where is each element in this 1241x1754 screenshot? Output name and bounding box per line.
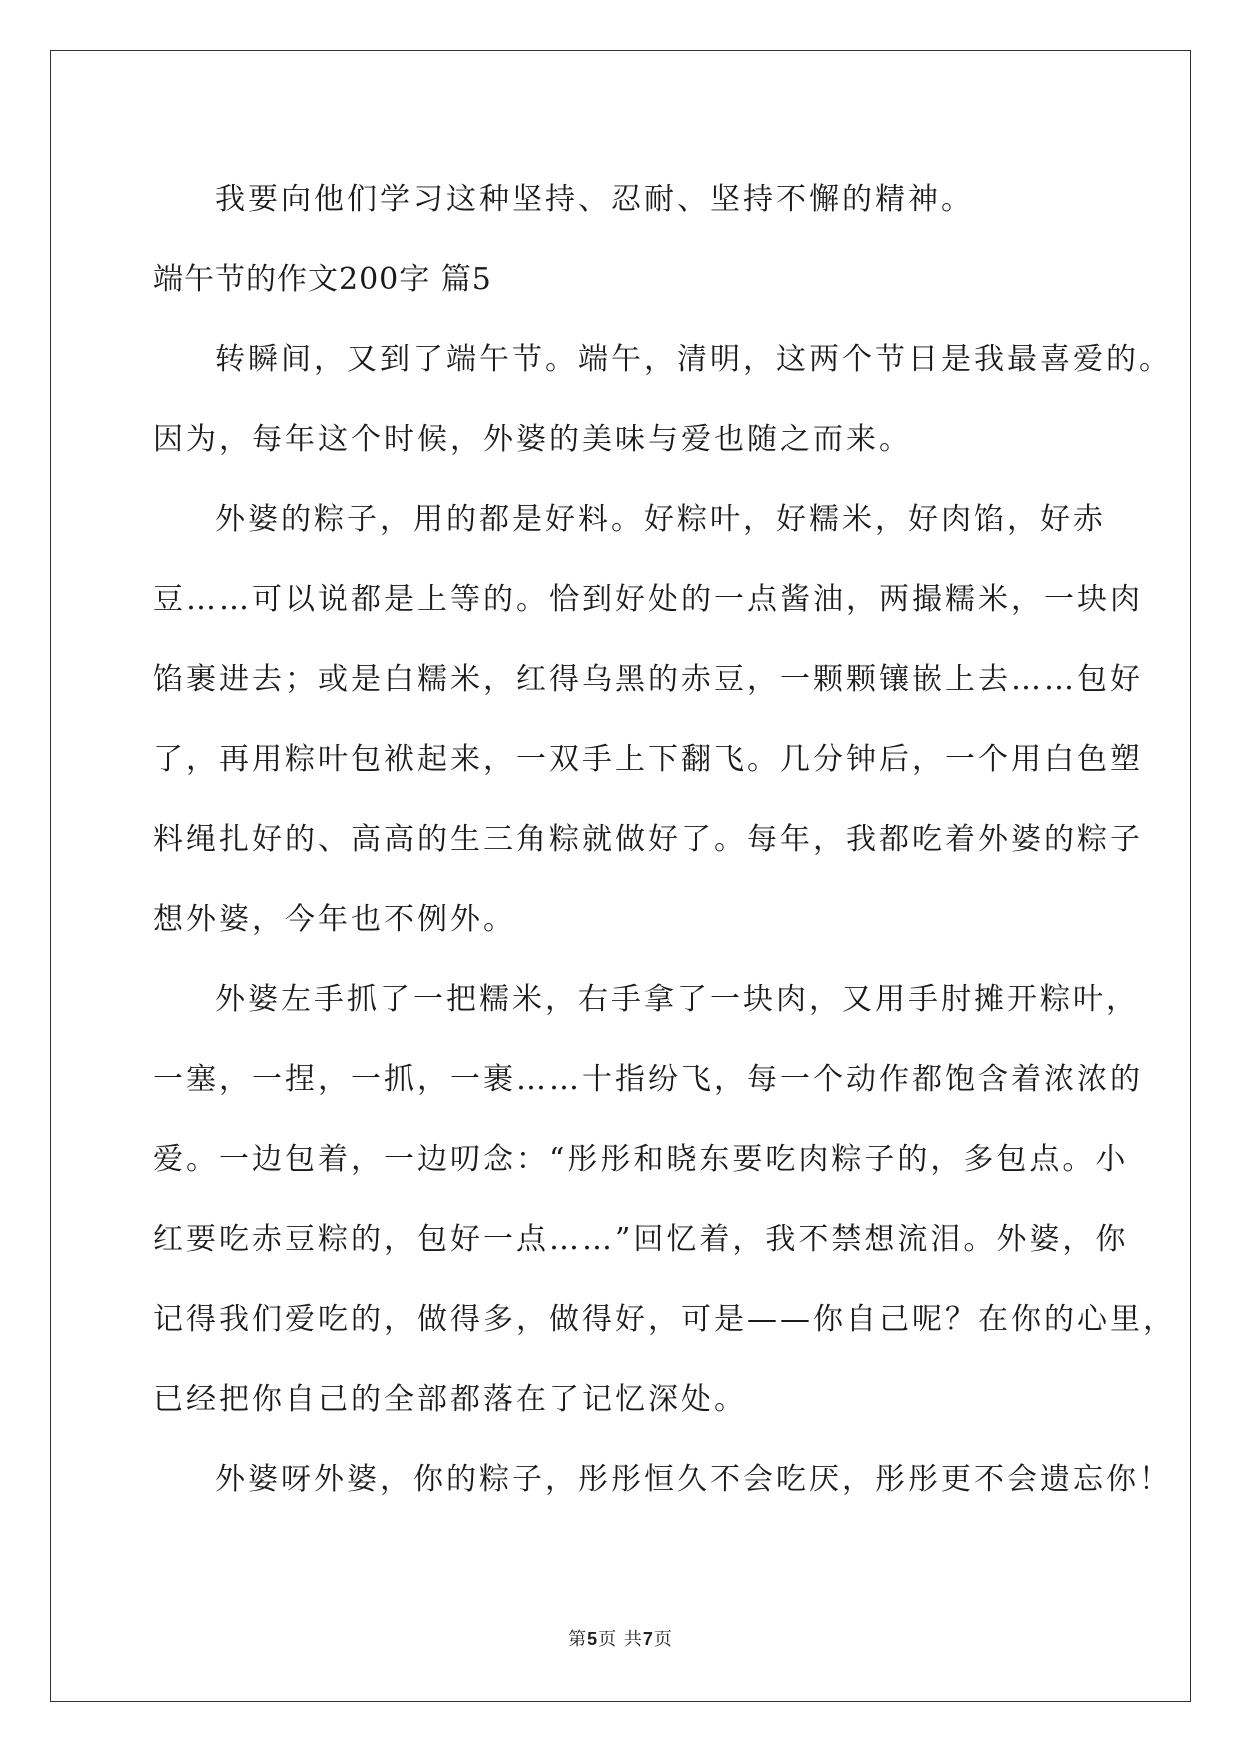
paragraph-line: 爱。一边包着，一边叨念：“彤彤和晓东要吃肉粽子的，多包点。小 [153, 1142, 1129, 1177]
paragraph-line: 料绳扎好的、高高的生三角粽就做好了。每年，我都吃着外婆的粽子 [153, 822, 1143, 857]
document-body [153, 160, 1176, 1520]
footer-prefix: 第 [568, 1629, 588, 1650]
paragraph-line: 想外婆，今年也不例外。 [153, 902, 516, 937]
footer-suffix: 页 [653, 1629, 673, 1650]
paragraph-line: 转瞬间，又到了端午节。端午，清明，这两个节日是我最喜爱的。 [215, 342, 1172, 377]
paragraph-line: 馅裹进去；或是白糯米，红得乌黑的赤豆，一颗颗镶嵌上去……包好 [153, 662, 1143, 697]
paragraph-line: 我要向他们学习这种坚持、忍耐、坚持不懈的精神。 [215, 182, 974, 217]
paragraph-line: 外婆的粽子，用的都是好料。好粽叶，好糯米，好肉馅，好赤 [215, 502, 1106, 537]
paragraph-line: 豆……可以说都是上等的。恰到好处的一点酱油，两撮糯米，一块肉 [153, 582, 1143, 617]
total-page-number: 7 [642, 1629, 654, 1649]
section-heading: 端午节的作文200字 篇5 [153, 262, 492, 297]
paragraph-line: 已经把你自己的全部都落在了记忆深处。 [153, 1382, 747, 1417]
paragraph-line: 因为，每年这个时候，外婆的美味与爱也随之而来。 [153, 422, 912, 457]
paragraph-line: 外婆左手抓了一把糯米，右手拿了一块肉，又用手肘摊开粽叶， [215, 982, 1139, 1017]
paragraph-line: 一塞，一捏，一抓，一裹……十指纷飞，每一个动作都饱含着浓浓的 [153, 1062, 1143, 1097]
paragraph-line: 记得我们爱吃的，做得多，做得好，可是——你自己呢？在你的心里， [153, 1302, 1176, 1337]
paragraph-line: 了，再用粽叶包袱起来，一双手上下翻飞。几分钟后，一个用白色塑 [153, 742, 1143, 777]
footer-middle: 页 共 [598, 1629, 643, 1650]
paragraph-line: 外婆呀外婆，你的粽子，彤彤恒久不会吃厌，彤彤更不会遗忘你！ [215, 1462, 1172, 1497]
current-page-number: 5 [587, 1629, 599, 1649]
page-footer [0, 1625, 1241, 1651]
paragraph-line: 红要吃赤豆粽的，包好一点……”回忆着，我不禁想流泪。外婆，你 [153, 1222, 1129, 1257]
